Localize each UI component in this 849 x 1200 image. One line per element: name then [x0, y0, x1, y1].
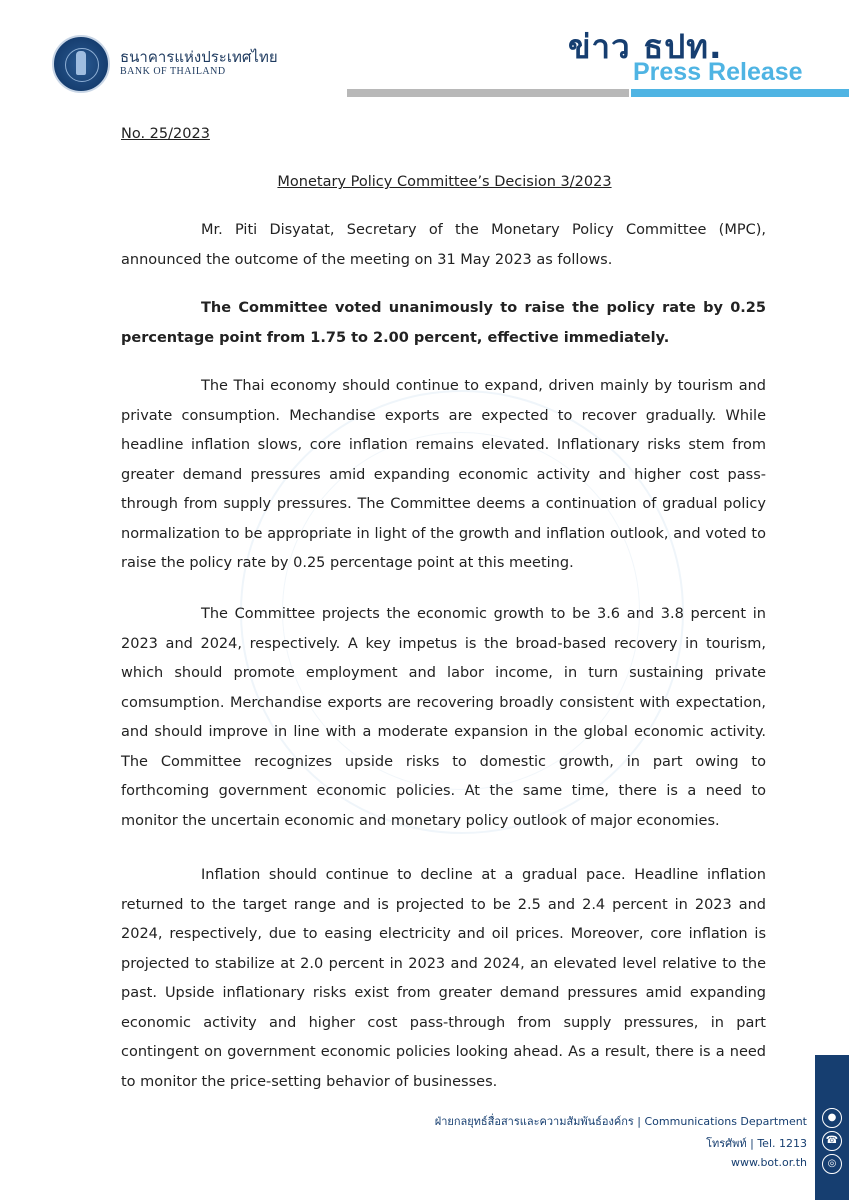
document-title: Monetary Policy Committee’s Decision 3/2023 — [277, 174, 612, 190]
footer-phone: โทรศัพท์ | Tel. 1213 — [706, 1137, 807, 1150]
bank-of-thailand-logo — [52, 35, 110, 93]
bank-name-english: BANK OF THAILAND — [120, 66, 226, 77]
phone-icon: ☎ — [822, 1131, 842, 1151]
paragraph-decision: The Committee voted unanimously to raise the policy rate by 0.25 percentage point from 1.75 to 2.00 percent, effective immediately. — [121, 300, 766, 346]
footer-department: ฝ่ายกลยุทธ์สื่อสารและความสัมพันธ์องค์กร | Communications Department — [434, 1115, 807, 1128]
header-divider-grey — [347, 89, 629, 97]
paragraph-growth: The Committee projects the economic growth to be 3.6 and 3.8 percent in 2023 and 2024, respectively. A key impetus is the broad-based recovery in tourism, which should promote employment and labor income, in turn sustaining private comsumption. Merchandise exports are recovering broadly consistent with expectation, and should improve in line with a moderate expansion in the global economic activity. The Committee recognizes upside risks to domestic growth, in part owing to forthcoming government economic policies. At the same time, there is a need to monitor the uncertain economic and monetary policy outlook of major economies. — [121, 606, 766, 829]
globe-icon: ◎ — [822, 1154, 842, 1174]
news-title-thai: ข่าว ธปท. — [568, 27, 723, 66]
person-icon: ● — [822, 1108, 842, 1128]
press-release-label: Press Release — [633, 58, 803, 86]
paragraph-intro: Mr. Piti Disyatat, Secretary of the Monetary Policy Committee (MPC), announced the outcome of the meeting on 31 May 2023 as follows. — [121, 222, 766, 268]
header-divider-blue — [631, 89, 849, 97]
logo-figure-icon — [76, 51, 86, 75]
footer-website[interactable]: www.bot.or.th — [730, 1156, 807, 1169]
paragraph-inflation: Inflation should continue to decline at a gradual pace. Headline inflation returned to the target range and is projected to be 2.5 and 2.4 percent in 2023 and 2024, respectively, due to easing electricity and oil prices. Moreover, core inflation is projected to stabilize at 2.0 percent in 2023 and 2024, an elevated level relative to the past. Upside inflationary risks exist from greater demand pressures amid expanding economic activity and higher cost pass-through from supply pressures, in part contingent on government economic policies looking ahead. As a result, there is a need to monitor the price-setting behavior of businesses. — [121, 867, 766, 1090]
document-number: No. 25/2023 — [121, 126, 210, 142]
bank-name-thai: ธนาคารแห่งประเทศไทย — [120, 48, 278, 66]
paragraph-economy: The Thai economy should continue to expand, driven mainly by tourism and private consumption. Mechandise exports are expected to recover gradually. While headline inflation slows, core inflation remains elevated. Inflationary risks stem from greater demand pressures amid expanding economic activity and higher cost pass-through from supply pressures. The Committee deems a continuation of gradual policy normalization to be appropriate in light of the growth and inflation outlook, and voted to raise the policy rate by 0.25 percentage point at this meeting. — [121, 378, 766, 571]
